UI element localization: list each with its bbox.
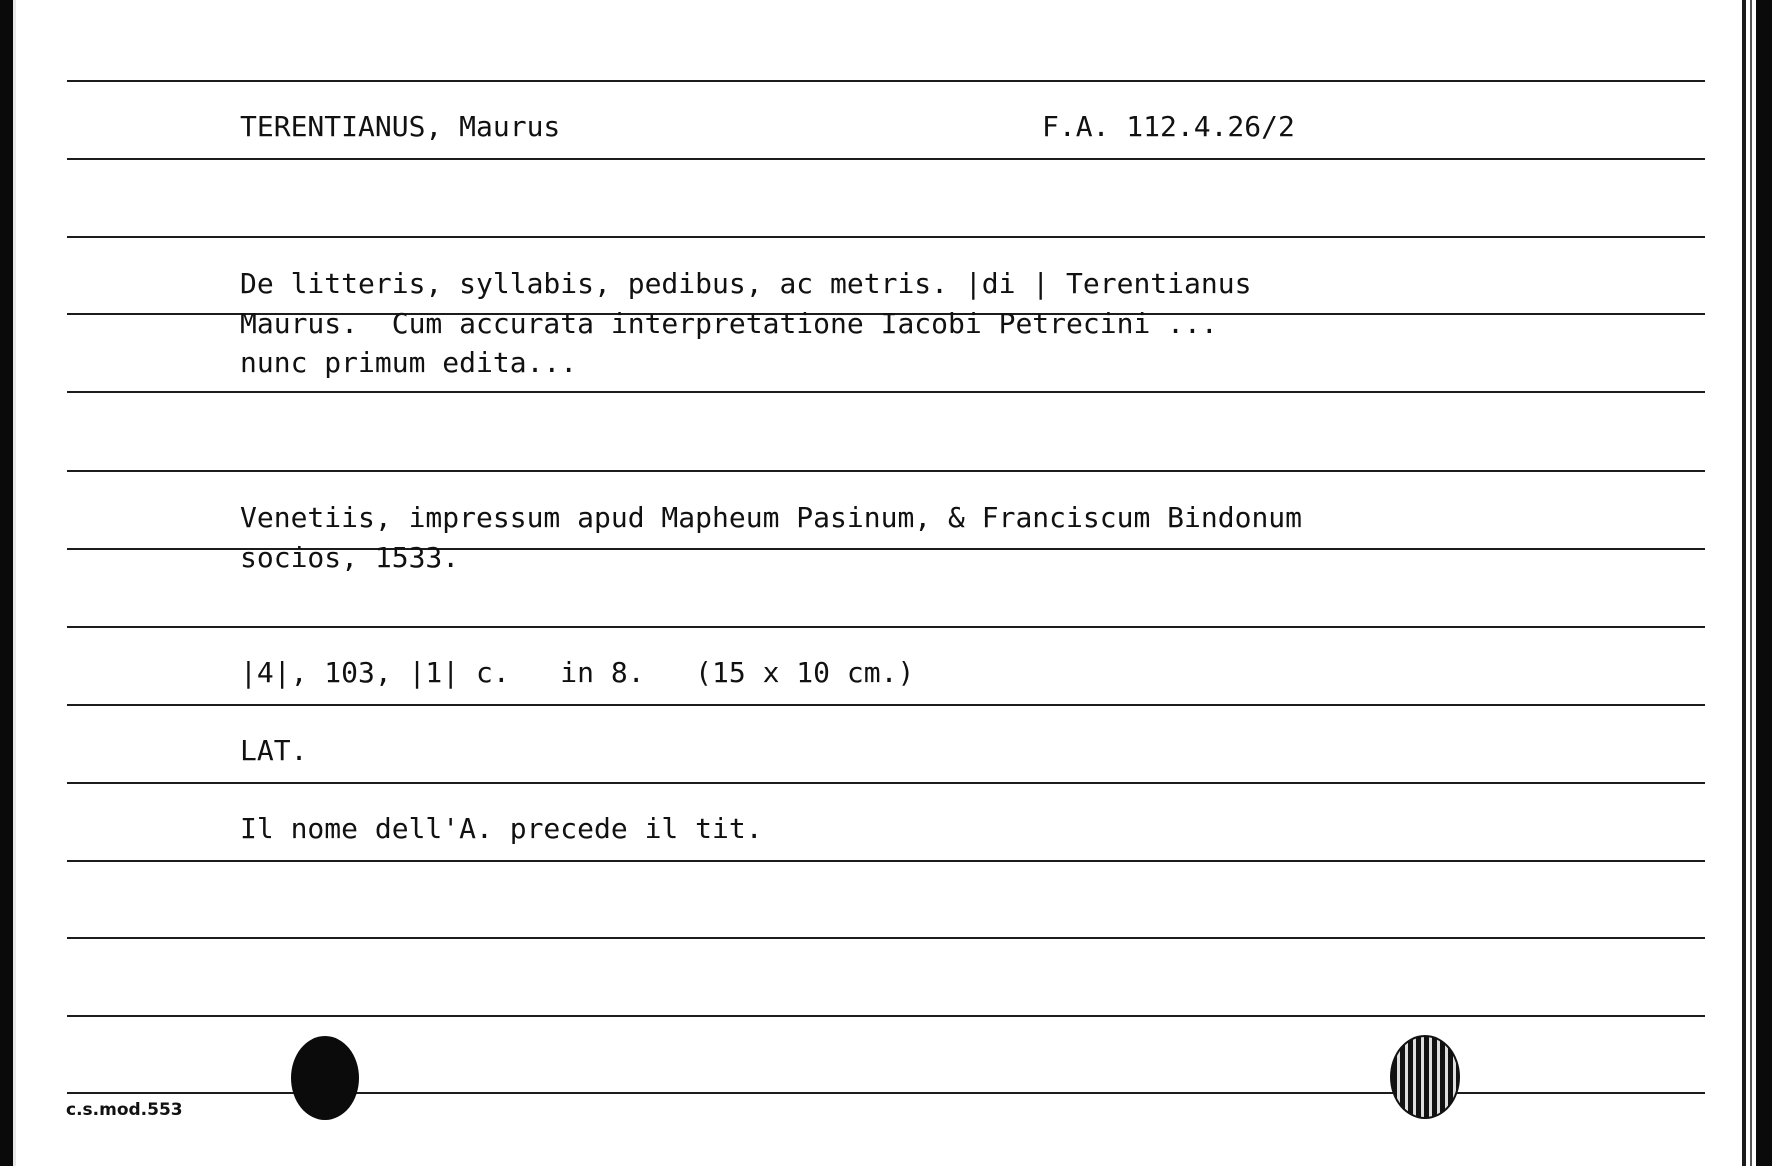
ruled-line bbox=[67, 158, 1705, 160]
note: Il nome dell'A. precede il tit. bbox=[240, 812, 763, 845]
author-heading: TERENTIANUS, Maurus bbox=[240, 110, 561, 143]
ruled-line bbox=[67, 391, 1705, 393]
title-line-1: De litteris, syllabis, pedibus, ac metris. |di | Terentianus bbox=[240, 267, 1252, 300]
title-line-2: Maurus. Cum accurata interpretatione Iacobi Petrecini ... bbox=[240, 307, 1218, 340]
punch-hole-left bbox=[291, 1036, 359, 1120]
card-right-edge-middle bbox=[1750, 0, 1752, 1166]
card-right-edge-outer bbox=[1756, 0, 1772, 1166]
collation: |4|, 103, |1| c. in 8. (15 x 10 cm.) bbox=[240, 656, 915, 689]
ruled-line bbox=[67, 470, 1705, 472]
ruled-line bbox=[67, 236, 1705, 238]
card-left-edge bbox=[0, 0, 13, 1166]
card-right-edge-inner bbox=[1742, 0, 1746, 1166]
form-code: c.s.mod.553 bbox=[66, 1100, 183, 1120]
ruled-line bbox=[67, 626, 1705, 628]
ruled-line bbox=[67, 704, 1705, 706]
ruled-line bbox=[67, 937, 1705, 939]
imprint-line-1: Venetiis, impressum apud Mapheum Pasinum, & Franciscum Bindonum bbox=[240, 501, 1303, 534]
ruled-line bbox=[67, 1015, 1705, 1017]
imprint-line-2: socios, 1533. bbox=[240, 541, 460, 574]
shelfmark: F.A. 112.4.26/2 bbox=[1042, 110, 1295, 143]
ruled-line bbox=[67, 782, 1705, 784]
title-line-3: nunc primum edita... bbox=[240, 346, 578, 379]
card-left-edge-highlight bbox=[13, 0, 16, 1166]
language: LAT. bbox=[240, 734, 308, 767]
punch-hole-right bbox=[1390, 1035, 1460, 1119]
ruled-line bbox=[67, 80, 1705, 82]
ruled-line bbox=[67, 860, 1705, 862]
